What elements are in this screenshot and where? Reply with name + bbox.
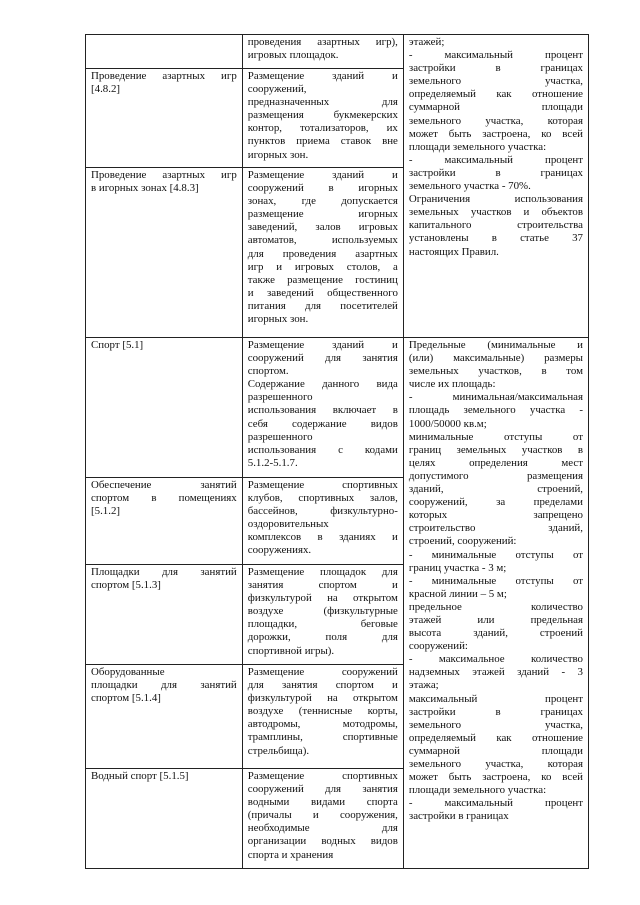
text-line: контор, тотализаторов, их: [247, 122, 398, 135]
use-type-cell: [86, 168, 243, 338]
text-line: бассейнов, физкультурно-: [247, 505, 398, 518]
text-line: Площадки для занятий: [91, 566, 237, 578]
text-line: суммарной площади: [408, 744, 583, 757]
use-description-cell: [242, 565, 403, 665]
use-type-cell: [86, 769, 243, 869]
text-line: себя содержание видов: [247, 417, 398, 430]
text-line: проведения азартных игр),: [247, 36, 398, 48]
text-line: земельного участка,: [408, 75, 583, 88]
use-description-cell: [242, 168, 403, 338]
text-line: сооружениях.: [247, 544, 312, 557]
text-line: использования с кодами: [247, 443, 398, 456]
text-line: использования включает в: [247, 404, 398, 417]
text-line: Проведение азартных игр: [91, 70, 237, 82]
text-line: капитального строительства: [408, 219, 583, 232]
text-line: земельных участков, в том: [408, 365, 583, 378]
text-line: спортом в помещениях: [91, 492, 237, 505]
text-line: сооружений для занятия: [247, 783, 398, 796]
zoning-table: [85, 34, 589, 869]
text-line: определяемый как отношение: [408, 88, 583, 101]
text-line: сооружений для занятия: [247, 352, 398, 365]
text-line: земельного участка, которая: [408, 758, 583, 770]
text-line: застройки в границах: [408, 705, 583, 718]
text-line: питания для посетителей: [247, 299, 398, 312]
use-description-cell: [242, 35, 403, 69]
use-description-cell: [242, 69, 403, 168]
text-line: организации водных видов: [247, 835, 398, 848]
text-line: этажей или предельная: [408, 613, 583, 626]
use-description-cell: [242, 338, 403, 478]
text-line: Размещение площадок для: [247, 566, 398, 578]
text-line: воздухе (физкультурные: [247, 605, 398, 618]
use-description-cell: [242, 478, 403, 565]
text-line: этажа;: [408, 679, 439, 692]
text-line: автодромы, мотодромы,: [247, 718, 398, 731]
text-line: разрешенного: [247, 430, 313, 443]
text-line: застройки в границах: [408, 810, 509, 823]
text-line: стрельбища).: [247, 744, 310, 757]
text-line: - минимальные отступы от: [408, 548, 583, 561]
use-type-cell: [86, 565, 243, 665]
text-line: также размещение гостиниц: [247, 273, 398, 286]
text-line: спорта и хранения: [247, 848, 334, 861]
text-line: спортивной игры).: [247, 644, 335, 657]
text-line: площадки, беговые: [247, 618, 398, 631]
text-line: размещения букмекерских: [247, 109, 398, 122]
text-line: может быть застроена, ко всей: [408, 771, 583, 784]
text-line: Предельные (минимальные и: [408, 339, 583, 351]
text-line: (причалы и сооружения,: [247, 809, 398, 822]
text-line: игорных зон.: [247, 313, 309, 326]
text-line: этажей;: [408, 36, 445, 48]
text-line: Размещение спортивных: [247, 479, 398, 491]
text-line: предназначенных для: [247, 96, 398, 109]
text-line: площадки для занятий: [91, 679, 237, 692]
text-line: дорожки, поля для: [247, 631, 398, 644]
text-line: игр и игровых столов, а: [247, 260, 398, 273]
text-line: высота зданий, строений: [408, 627, 583, 640]
text-line: зданий, строений,: [408, 483, 583, 496]
text-line: необходимые для: [247, 822, 398, 835]
use-description-cell: [242, 769, 403, 869]
text-line: сооружений, за пределами: [408, 496, 583, 509]
text-line: земельного участка, которая: [408, 114, 583, 127]
text-line: [5.1.2]: [91, 505, 121, 518]
text-line: заведений, залов игровых: [247, 221, 398, 234]
text-line: Содержание данного вида: [247, 378, 398, 391]
text-line: застройки в границах: [408, 166, 583, 179]
text-line: - максимальный процент: [408, 49, 583, 62]
text-line: - минимальная/максимальная: [408, 391, 583, 404]
text-line: Оборудованные: [91, 666, 165, 678]
table-row: [86, 338, 589, 478]
text-line: спортом [5.1.3]: [91, 579, 161, 592]
text-line: размещение игорных: [247, 208, 398, 221]
text-line: физкультурой на открытом: [247, 592, 398, 605]
text-line: строений, сооружений:: [408, 535, 517, 548]
text-line: сооружений в игорных: [247, 182, 398, 195]
table-row: [86, 35, 589, 69]
text-line: которых запрещено: [408, 509, 583, 522]
text-line: автоматов, используемых: [247, 234, 398, 247]
text-line: - максимальное количество: [408, 653, 583, 666]
parameters-cell: [403, 35, 588, 338]
text-line: установлены в статье 37: [408, 232, 583, 245]
text-line: Размещение зданий и: [247, 339, 398, 351]
use-description-cell: [242, 665, 403, 769]
parameters-cell: [403, 338, 588, 869]
text-line: игровых площадок.: [247, 49, 339, 62]
text-line: водными видами спорта: [247, 796, 398, 809]
text-line: площади земельного участка:: [408, 140, 547, 153]
text-line: сооружений,: [247, 83, 307, 96]
text-line: комплексов в зданиях и: [247, 531, 398, 544]
text-line: Спорт [5.1]: [91, 339, 144, 351]
text-line: застройки в границах: [408, 62, 583, 75]
text-line: может быть застроена, ко всей: [408, 127, 583, 140]
text-line: площади земельного участка:: [408, 784, 547, 797]
text-line: допустимого размещения: [408, 469, 583, 482]
text-line: красной линии – 5 м;: [408, 587, 507, 600]
text-line: оздоровительных: [247, 518, 329, 531]
use-type-cell: [86, 338, 243, 478]
text-line: игорных зон.: [247, 148, 309, 161]
text-line: для занятия спортом и: [247, 679, 398, 692]
text-line: - максимальный процент: [408, 153, 583, 166]
text-line: определяемый как отношение: [408, 731, 583, 744]
text-line: числе их площадь:: [408, 378, 496, 391]
text-line: клубов, спортивных залов,: [247, 492, 398, 505]
text-line: Размещение зданий и: [247, 169, 398, 181]
text-line: (или) максимальные) размеры: [408, 352, 583, 365]
text-line: границ земельных участков в: [408, 443, 583, 456]
text-line: и заведений общественного: [247, 286, 398, 299]
text-line: целях определения мест: [408, 456, 583, 469]
use-type-cell: [86, 478, 243, 565]
text-line: воздухе (теннисные корты,: [247, 705, 398, 718]
text-line: Проведение азартных игр: [91, 169, 237, 181]
text-line: зонах, где допускается: [247, 195, 398, 208]
text-line: Размещение сооружений: [247, 666, 398, 678]
text-line: минимальные отступы от: [408, 430, 583, 443]
text-line: - минимальные отступы от: [408, 574, 583, 587]
text-line: занятия спортом и: [247, 579, 398, 592]
text-line: трамплины, спортивные: [247, 731, 398, 744]
text-line: пунктов приема ставок вне: [247, 135, 398, 148]
text-line: спортом [5.1.4]: [91, 692, 161, 705]
text-line: в игорных зонах [4.8.3]: [91, 182, 199, 195]
text-line: Ограничения использования: [408, 193, 583, 206]
text-line: сооружений:: [408, 640, 468, 653]
text-line: Водный спорт [5.1.5]: [91, 770, 189, 782]
text-line: Обеспечение занятий: [91, 479, 237, 491]
text-line: предельное количество: [408, 600, 583, 613]
text-line: 1000/50000 кв.м;: [408, 417, 487, 430]
text-line: суммарной площади: [408, 101, 583, 114]
text-line: физкультурой на открытом: [247, 692, 398, 705]
text-line: [4.8.2]: [91, 83, 121, 96]
text-line: настоящих Правил.: [408, 245, 499, 258]
text-line: разрешенного: [247, 391, 313, 404]
text-line: земельных участков и объектов: [408, 206, 583, 219]
text-line: надземных этажей зданий - 3: [408, 666, 583, 679]
use-type-cell: [86, 665, 243, 769]
text-line: границ участка - 3 м;: [408, 561, 507, 574]
text-line: - максимальный процент: [408, 797, 583, 810]
text-line: земельного участка,: [408, 718, 583, 731]
text-line: максимальный процент: [408, 692, 583, 705]
use-type-cell: [86, 35, 243, 69]
text-line: площадь земельного участка -: [408, 404, 583, 417]
text-line: Размещение спортивных: [247, 770, 398, 782]
text-line: Размещение зданий и: [247, 70, 398, 82]
use-type-cell: [86, 69, 243, 168]
text-line: спортом.: [247, 365, 289, 378]
text-line: строительство зданий,: [408, 522, 583, 535]
text-line: 5.1.2-5.1.7.: [247, 456, 298, 469]
text-line: для проведения азартных: [247, 247, 398, 260]
text-line: земельного участка - 70%.: [408, 180, 531, 193]
